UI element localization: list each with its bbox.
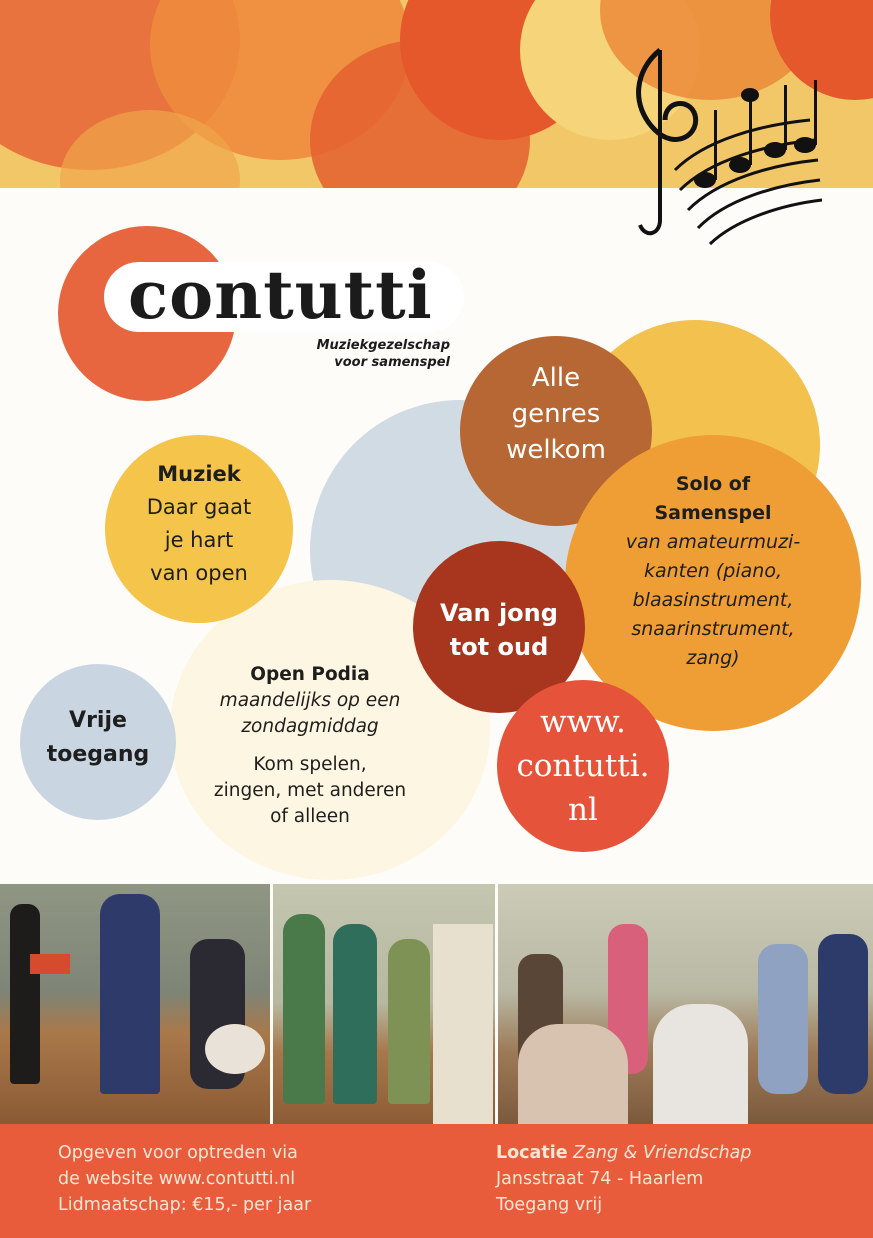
solo-detail: kanten (piano, — [643, 560, 782, 582]
text-line: Van jong — [440, 599, 558, 627]
location-label: Locatie — [496, 1143, 568, 1163]
spacer — [180, 740, 440, 752]
muziek-text — [105, 458, 293, 590]
footer — [0, 1124, 873, 1238]
text-line: maandelijks op een — [219, 690, 401, 711]
text-line: Vrije — [69, 708, 127, 733]
text-line: of alleen — [270, 806, 350, 827]
photo-trio — [0, 884, 270, 1124]
brand-tagline — [280, 337, 450, 371]
footer-right — [496, 1140, 752, 1218]
solo-detail: zang) — [686, 647, 740, 669]
solo-detail: van amateurmuzi- — [625, 531, 801, 553]
tagline-line: Muziekgezelschap — [316, 338, 450, 353]
footer-entry: Toegang vrij — [496, 1195, 603, 1215]
text-line: welkom — [506, 435, 606, 465]
performer-figure — [333, 924, 377, 1104]
text-line: www. — [540, 704, 626, 740]
muziek-title: Muziek — [157, 462, 241, 486]
door-shape — [433, 924, 493, 1124]
photo-singers — [273, 884, 495, 1124]
audience-figure — [653, 1004, 748, 1124]
text-line: genres — [511, 399, 601, 429]
text-line: je hart — [164, 528, 234, 552]
solo-title: Solo of — [675, 473, 751, 495]
text-line: Kom spelen, — [253, 754, 367, 775]
music-notes-icon — [610, 20, 840, 260]
text-line: nl — [568, 792, 598, 828]
vrije-text — [20, 704, 176, 772]
footer-website[interactable]: de website www.contutti.nl — [58, 1169, 296, 1189]
solo-title: Samenspel — [654, 502, 772, 524]
solo-detail: snaarinstrument, — [631, 618, 795, 640]
location-name: Zang & Vriendschap — [573, 1143, 752, 1163]
performer-figure — [10, 904, 40, 1084]
photo-strip — [0, 884, 873, 1124]
website-text[interactable] — [497, 700, 669, 832]
text-line: van open — [150, 561, 248, 585]
text-line: tot oud — [449, 633, 549, 661]
performer-figure — [758, 944, 808, 1094]
tagline-line: voor samenspel — [334, 355, 450, 370]
text-line: zingen, met anderen — [213, 780, 407, 801]
footer-location — [496, 1140, 752, 1166]
text-line: zondagmiddag — [241, 716, 379, 737]
text-line: Alle — [531, 363, 581, 393]
footer-address: Jansstraat 74 - Haarlem — [496, 1169, 704, 1189]
performer-figure — [818, 934, 868, 1094]
genres-text — [460, 360, 652, 468]
brand-name: contutti — [128, 256, 433, 334]
solo-detail: blaasinstrument, — [632, 589, 794, 611]
performer-figure — [100, 894, 160, 1094]
open-podia — [180, 662, 440, 830]
footer-line: Lidmaatschap: €15,- per jaar — [58, 1195, 312, 1215]
open-podia-title: Open Podia — [250, 664, 370, 685]
text-line: Daar gaat — [146, 495, 252, 519]
performer-figure — [388, 939, 430, 1104]
jong-text — [413, 596, 585, 664]
audience-figure — [518, 1024, 628, 1124]
solo-text — [565, 470, 861, 673]
drum-shape — [205, 1024, 265, 1074]
performer-figure — [283, 914, 325, 1104]
text-line: contutti. — [516, 748, 650, 784]
text-line: toegang — [46, 742, 150, 767]
footer-left — [58, 1140, 311, 1218]
music-stand-shape — [30, 954, 70, 974]
footer-line: Opgeven voor optreden via — [58, 1143, 298, 1163]
photo-ensemble — [498, 884, 873, 1124]
